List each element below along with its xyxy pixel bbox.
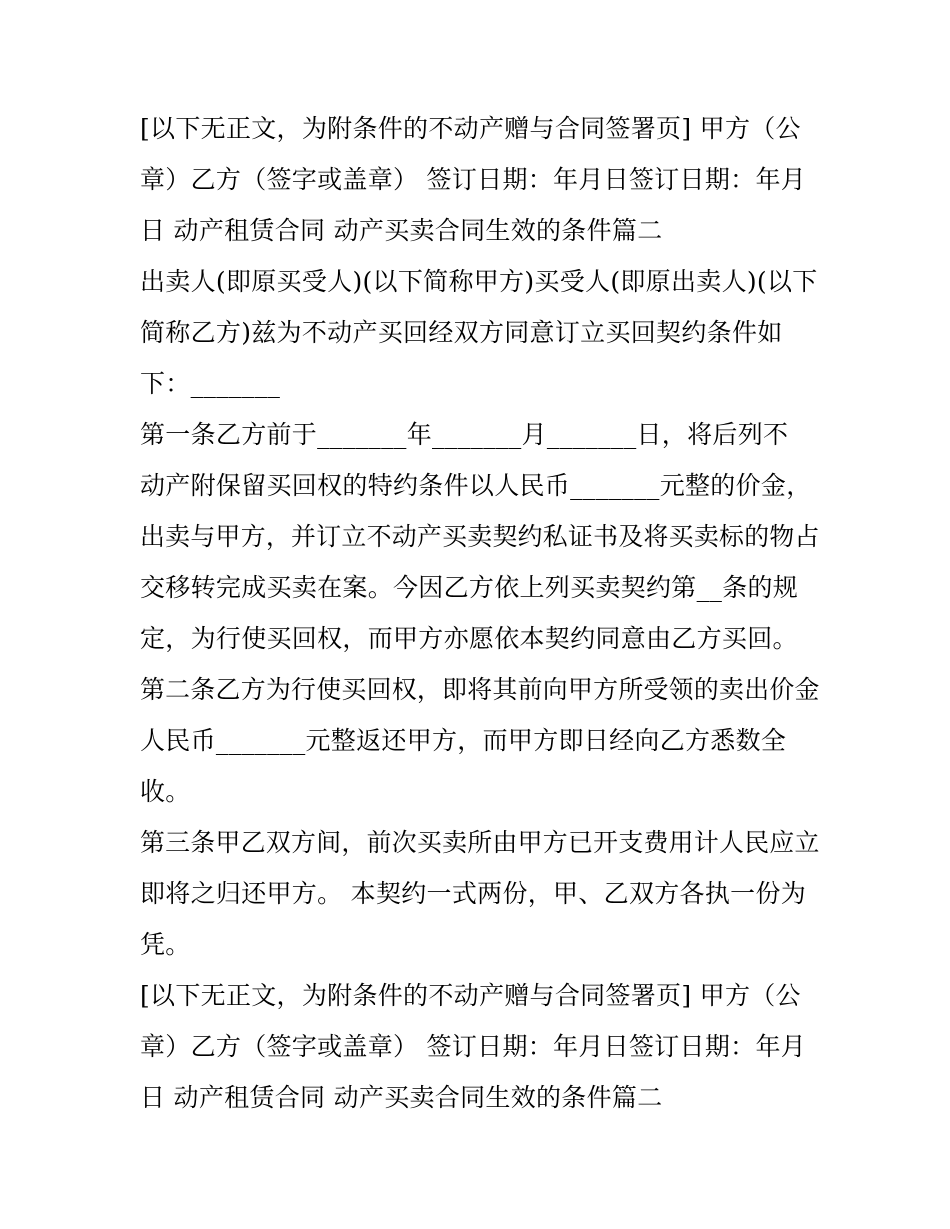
- document-body: [140, 103, 820, 1123]
- text-line: 第一条乙方前于_______年_______月_______日，将后列不: [140, 420, 789, 449]
- text-line: 第三条甲乙双方间，前次买卖所由甲方已开支费用计人民应立: [140, 828, 820, 857]
- text-line: 交移转完成买卖在案。今因乙方依上列买卖契约第__条的规: [140, 573, 799, 602]
- text-line: 凭。: [140, 930, 191, 959]
- text-line: 日 动产租赁合同 动产买卖合同生效的条件篇二: [140, 1083, 663, 1112]
- text-line: 动产附保留买回权的特约条件以人民币_______元整的价金，: [140, 471, 812, 500]
- text-line: 日 动产租赁合同 动产买卖合同生效的条件篇二: [140, 216, 663, 245]
- text-line: 章）乙方（签字或盖章） 签订日期：年月日签订日期：年月: [140, 1032, 807, 1061]
- text-line: 出卖与甲方，并订立不动产买卖契约私证书及将买卖标的物占: [140, 522, 820, 551]
- text-line: 人民币_______元整返还甲方，而甲方即日经向乙方悉数全: [140, 726, 787, 755]
- text-line: 即将之归还甲方。 本契约一式两份，甲、乙双方各执一份为: [140, 879, 807, 908]
- text-line: 出卖人(即原买受人)(以下简称甲方)买受人(即原出卖人)(以下: [140, 267, 818, 296]
- text-line: [以下无正文，为附条件的不动产赠与合同签署页] 甲方（公: [140, 114, 801, 143]
- text-line: [以下无正文，为附条件的不动产赠与合同签署页] 甲方（公: [140, 981, 801, 1010]
- text-line: 收。: [140, 777, 191, 806]
- text-line: 章）乙方（签字或盖章） 签订日期：年月日签订日期：年月: [140, 165, 807, 194]
- text-line: 第二条乙方为行使买回权，即将其前向甲方所受领的卖出价金: [140, 675, 820, 704]
- text-line: 定，为行使买回权，而甲方亦愿依本契约同意由乙方买回。: [140, 624, 798, 653]
- text-line: 下：_______: [140, 369, 281, 398]
- text-line: 简称乙方)兹为不动产买回经双方同意订立买回契约条件如: [140, 318, 783, 347]
